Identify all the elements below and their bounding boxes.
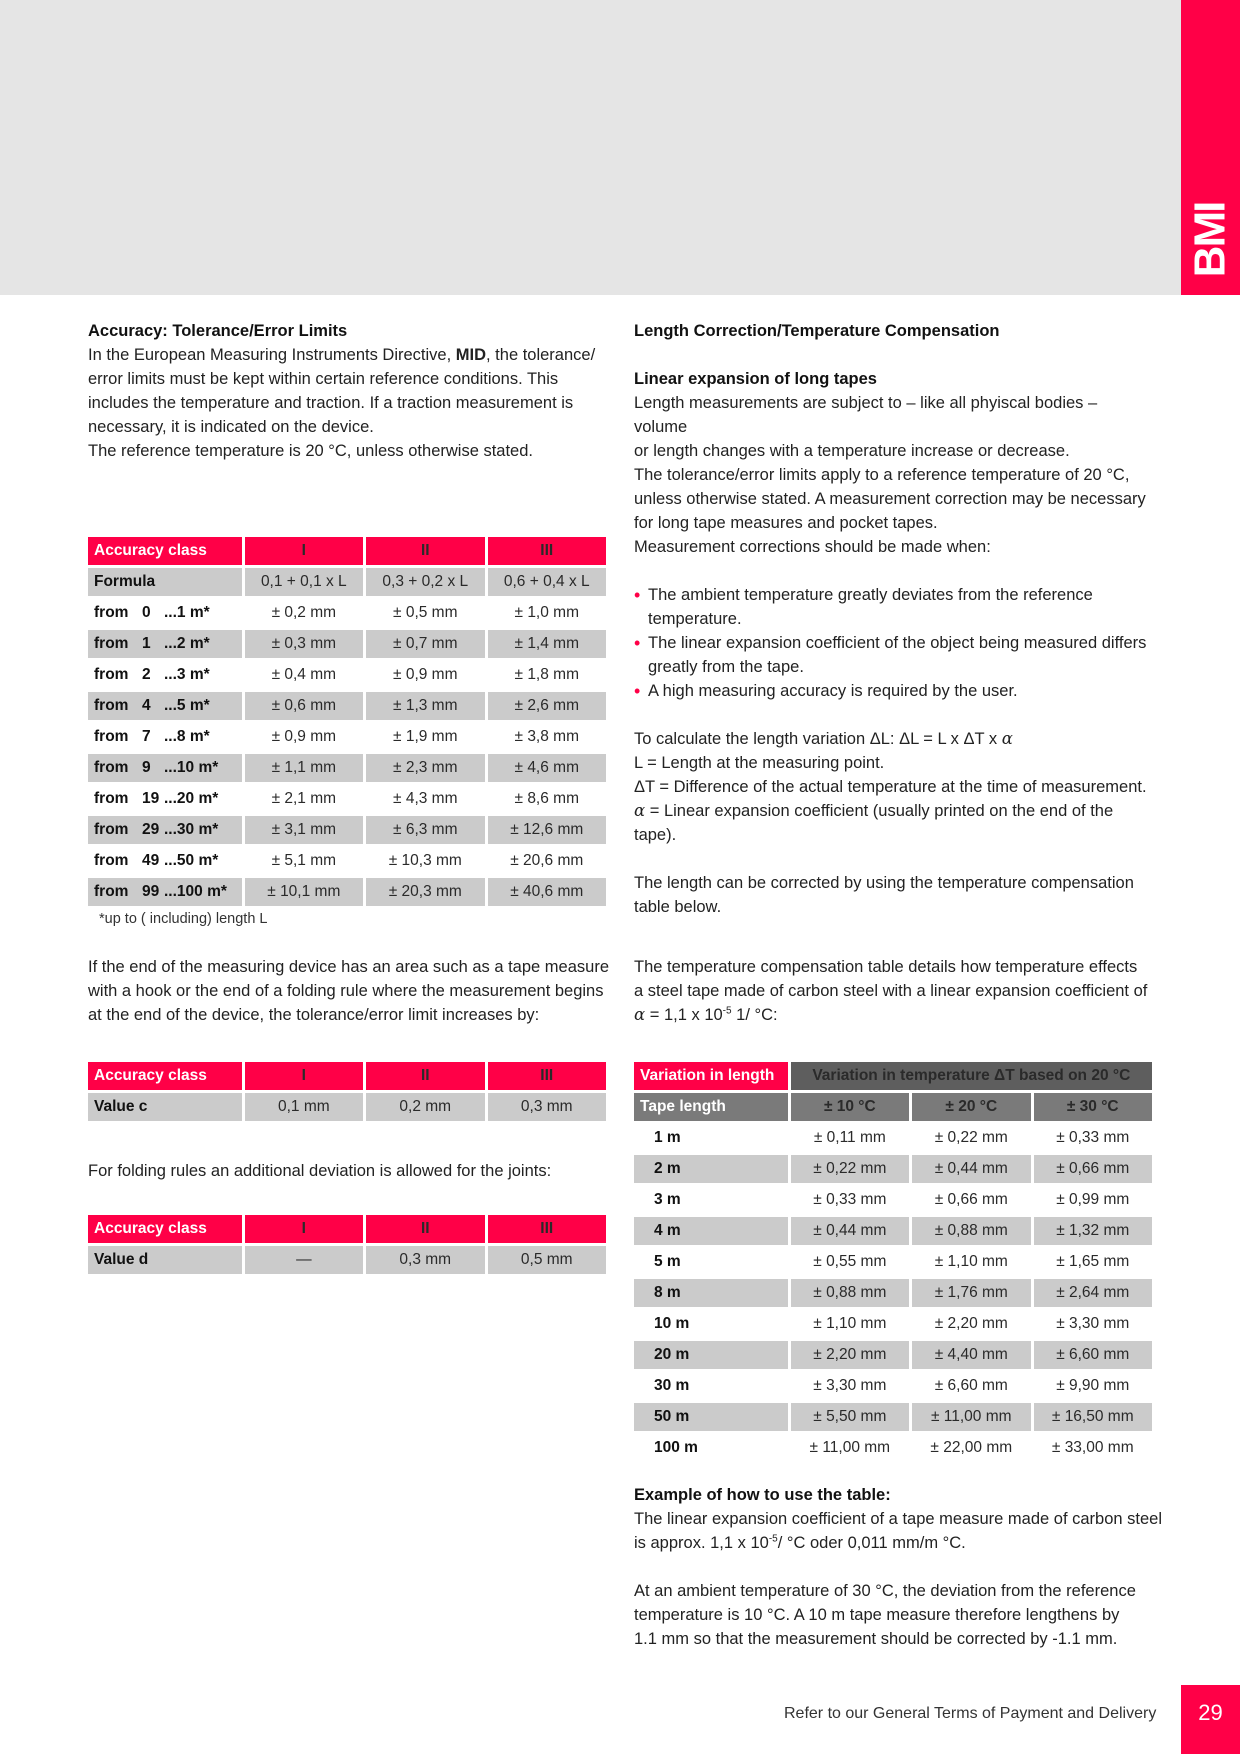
header-cell: Accuracy class [88, 1215, 242, 1243]
range-start: 49 [142, 852, 160, 869]
variation-cell: ± 0,33 mm [1034, 1124, 1153, 1152]
value-cell: 0,1 mm [245, 1093, 363, 1121]
range-end: ...20 m* [164, 790, 219, 807]
linear-expansion-heading: Linear expansion of long tapes [634, 370, 877, 388]
range-label [88, 878, 242, 906]
tape-length: 8 m [634, 1279, 788, 1307]
tolerance-cell: ± 4,3 mm [366, 785, 484, 813]
range-end: ...10 m* [164, 759, 219, 776]
variation-cell: ± 2,20 mm [791, 1341, 909, 1369]
range-label [88, 847, 242, 875]
para-line: The tolerance/error limits apply to a reference temperature of 20 °C, [634, 466, 1130, 484]
value-d-header [88, 1215, 606, 1243]
intro-line-2: error limits must be kept within certain reference conditions. This [88, 370, 559, 388]
accuracy-row [88, 723, 606, 751]
accuracy-row [88, 661, 606, 689]
tolerance-cell: ± 1,0 mm [488, 599, 607, 627]
hook-line-1: If the end of the measuring device has an area such as a tape measure [88, 958, 609, 976]
tape-length: 2 m [634, 1155, 788, 1183]
range-start: 4 [142, 697, 151, 714]
header-cell: I [245, 1215, 363, 1243]
from-word: from [94, 883, 129, 900]
footer-terms: Refer to our General Terms of Payment and Delivery [784, 1705, 1157, 1722]
variation-cell: ± 11,00 mm [791, 1434, 909, 1462]
range-label [88, 816, 242, 844]
accuracy-row [88, 754, 606, 782]
bullet-item [634, 679, 1154, 703]
range-end: ...30 m* [164, 821, 219, 838]
tolerance-cell: ± 2,1 mm [245, 785, 363, 813]
header-cell: III [488, 1215, 607, 1243]
intro-text: In the European Measuring Instruments Directive, [88, 346, 456, 364]
accuracy-row [88, 630, 606, 658]
value-cell: 0,2 mm [366, 1093, 484, 1121]
hook-line-2: with a hook or the end of a folding rule where the measurement begins [88, 982, 604, 1000]
from-word: from [94, 666, 129, 683]
page-number: 29 [1198, 1700, 1223, 1725]
subheader-cell: ± 10 °C [791, 1093, 909, 1121]
accuracy-row [88, 599, 606, 627]
range-start: 9 [142, 759, 151, 776]
variation-temp-header: Variation in temperature ΔT based on 20 °C [791, 1062, 1152, 1090]
para-line: or length changes with a temperature increase or decrease. [634, 442, 1070, 460]
range-start: 1 [142, 635, 151, 652]
temperature-table [631, 1059, 1155, 1465]
calc-line: L = Length at the measuring point. [634, 754, 885, 772]
tc-line: a steel tape made of carbon steel with a linear expansion coefficient of [634, 982, 1148, 1000]
variation-cell: ± 1,32 mm [1034, 1217, 1153, 1245]
from-word: from [94, 728, 129, 745]
accuracy-row [88, 878, 606, 906]
formula-cell: 0,3 + 0,2 x L [366, 568, 484, 596]
tolerance-cell: ± 1,8 mm [488, 661, 607, 689]
variation-cell: ± 0,66 mm [1034, 1155, 1153, 1183]
tolerance-cell: ± 5,1 mm [245, 847, 363, 875]
from-word: from [94, 852, 129, 869]
bullet-text: A high measuring accuracy is required by the user. [648, 682, 1018, 700]
spacer [634, 343, 1154, 367]
header-cell: III [488, 1062, 607, 1090]
intro-line-3: includes the temperature and traction. If a traction measurement is [88, 394, 574, 412]
header-cell: Accuracy class [88, 537, 242, 565]
temp-table-header [634, 1062, 1152, 1090]
tolerance-cell: ± 12,6 mm [488, 816, 607, 844]
from-word: from [94, 635, 129, 652]
value-cell: 0,5 mm [488, 1246, 607, 1274]
para-line: for long tape measures and pocket tapes. [634, 514, 938, 532]
bullet-item [634, 583, 1154, 631]
folding-line: For folding rules an additional deviation is allowed for the joints: [88, 1162, 552, 1180]
footnote: *up to ( including) length L [99, 911, 268, 927]
calc-line [634, 727, 1154, 751]
variation-cell: ± 6,60 mm [912, 1372, 1030, 1400]
value-cell: 0,3 mm [366, 1246, 484, 1274]
ex-line: 1.1 mm so that the measurement should be corrected by -1.1 mm. [634, 1630, 1118, 1648]
calc-text: = Linear expansion coefficient (usually printed on the end of the tape). [634, 802, 1114, 844]
calc-line: ΔT = Difference of the actual temperature at the time of measurement. [634, 778, 1147, 796]
corr-line: table below. [634, 898, 722, 916]
variation-cell: ± 0,88 mm [791, 1279, 909, 1307]
variation-cell: ± 2,64 mm [1034, 1279, 1153, 1307]
range-label [88, 754, 242, 782]
ex-text: is approx. 1,1 x 10 [634, 1534, 769, 1552]
variation-cell: ± 9,90 mm [1034, 1372, 1153, 1400]
length-correction-heading: Length Correction/Temperature Compensation [634, 322, 1000, 340]
temperature-row [634, 1310, 1152, 1338]
bullet-text: greatly from the tape. [648, 658, 804, 676]
bullet-text: The linear expansion coefficient of the object being measured differs [648, 634, 1147, 652]
tolerance-cell: ± 0,5 mm [366, 599, 484, 627]
tc-line [634, 1003, 1174, 1027]
variation-cell: ± 0,33 mm [791, 1186, 909, 1214]
value-d-label: Value d [88, 1246, 242, 1274]
para-line: Length measurements are subject to – like all phyiscal bodies – volume [634, 394, 1098, 436]
folding-text [88, 1159, 628, 1183]
spacer [634, 703, 1154, 727]
brand-logo-text: BMI [1185, 202, 1235, 278]
variation-cell: ± 0,22 mm [791, 1155, 909, 1183]
temperature-row [634, 1217, 1152, 1245]
tolerance-cell: ± 6,3 mm [366, 816, 484, 844]
value-c-row [88, 1093, 606, 1121]
bullet-text: The ambient temperature greatly deviates from the reference [648, 586, 1093, 604]
accuracy-row [88, 692, 606, 720]
tolerance-cell: ± 0,6 mm [245, 692, 363, 720]
tolerance-cell: ± 1,4 mm [488, 630, 607, 658]
temperature-row [634, 1124, 1152, 1152]
from-word: from [94, 759, 129, 776]
accuracy-row [88, 816, 606, 844]
temperature-row [634, 1372, 1152, 1400]
value-cell: — [245, 1246, 363, 1274]
temperature-row [634, 1186, 1152, 1214]
range-start: 2 [142, 666, 151, 683]
ex-text: / °C oder 0,011 mm/m °C. [777, 1534, 966, 1552]
tape-length: 30 m [634, 1372, 788, 1400]
tolerance-cell: ± 1,9 mm [366, 723, 484, 751]
brand-logo [1181, 190, 1240, 290]
tolerance-cell: ± 3,1 mm [245, 816, 363, 844]
variation-cell: ± 0,44 mm [791, 1217, 909, 1245]
alpha-symbol: α [634, 801, 646, 820]
range-start: 7 [142, 728, 151, 745]
accuracy-row [88, 847, 606, 875]
variation-cell: ± 22,00 mm [912, 1434, 1030, 1462]
variation-cell: ± 1,76 mm [912, 1279, 1030, 1307]
from-word: from [94, 697, 129, 714]
temperature-row [634, 1434, 1152, 1462]
range-label [88, 599, 242, 627]
tolerance-cell: ± 1,3 mm [366, 692, 484, 720]
header-cell: III [488, 537, 607, 565]
header-band [0, 0, 1181, 295]
temperature-row [634, 1279, 1152, 1307]
tolerance-cell: ± 0,9 mm [366, 661, 484, 689]
corr-line: The length can be corrected by using the temperature compensation [634, 874, 1134, 892]
range-label [88, 630, 242, 658]
tape-length: 4 m [634, 1217, 788, 1245]
range-end: ...50 m* [164, 852, 219, 869]
range-label [88, 723, 242, 751]
variation-cell: ± 16,50 mm [1034, 1403, 1153, 1431]
para-line: unless otherwise stated. A measurement correction may be necessary [634, 490, 1146, 508]
temp-table-subheader [634, 1093, 1152, 1121]
range-end: ...3 m* [164, 666, 210, 683]
tolerance-cell: ± 2,3 mm [366, 754, 484, 782]
subheader-cell: Tape length [634, 1093, 788, 1121]
from-word: from [94, 604, 129, 621]
tolerance-cell: ± 0,7 mm [366, 630, 484, 658]
value-c-label: Value c [88, 1093, 242, 1121]
value-c-header [88, 1062, 606, 1090]
tolerance-cell: ± 0,2 mm [245, 599, 363, 627]
header-cell: Accuracy class [88, 1062, 242, 1090]
hook-text [88, 955, 628, 1027]
accuracy-heading: Accuracy: Tolerance/Error Limits [88, 322, 348, 340]
tolerance-cell: ± 1,1 mm [245, 754, 363, 782]
temperature-row [634, 1341, 1152, 1369]
range-start: 99 [142, 883, 160, 900]
formula-cell: 0,1 + 0,1 x L [245, 568, 363, 596]
para-line: Measurement corrections should be made when: [634, 538, 991, 556]
variation-cell: ± 1,10 mm [791, 1310, 909, 1338]
range-label [88, 661, 242, 689]
ex-line [634, 1531, 1174, 1555]
bullet-item [634, 631, 1154, 679]
range-end: ...1 m* [164, 604, 210, 621]
accuracy-table-header [88, 537, 606, 565]
variation-cell: ± 0,66 mm [912, 1186, 1030, 1214]
example-section [634, 1483, 1174, 1651]
tolerance-cell: ± 2,6 mm [488, 692, 607, 720]
range-label [88, 692, 242, 720]
temp-comp-intro [634, 955, 1174, 1027]
tolerance-cell: ± 3,8 mm [488, 723, 607, 751]
variation-cell: ± 11,00 mm [912, 1403, 1030, 1431]
tolerance-cell: ± 10,1 mm [245, 878, 363, 906]
intro-mid: MID [455, 346, 487, 364]
exponent: -5 [722, 1005, 732, 1017]
subheader-cell: ± 30 °C [1034, 1093, 1153, 1121]
from-word: from [94, 790, 129, 807]
range-start: 0 [142, 604, 151, 621]
header-cell: II [366, 537, 484, 565]
tolerance-cell: ± 20,6 mm [488, 847, 607, 875]
variation-cell: ± 0,11 mm [791, 1124, 909, 1152]
value-cell: 0,3 mm [488, 1093, 607, 1121]
variation-cell: ± 0,44 mm [912, 1155, 1030, 1183]
tc-text: 1/ °C: [731, 1006, 778, 1024]
ex-line: At an ambient temperature of 30 °C, the deviation from the reference [634, 1582, 1136, 1600]
tape-length: 1 m [634, 1124, 788, 1152]
variation-cell: ± 3,30 mm [1034, 1310, 1153, 1338]
tolerance-cell: ± 0,9 mm [245, 723, 363, 751]
bullet-text: temperature. [648, 610, 742, 628]
variation-cell: ± 0,99 mm [1034, 1186, 1153, 1214]
tape-length: 5 m [634, 1248, 788, 1276]
ex-line: The linear expansion coefficient of a tape measure made of carbon steel [634, 1510, 1163, 1528]
variation-length-header: Variation in length [634, 1062, 788, 1090]
value-c-table [85, 1059, 609, 1124]
variation-cell: ± 5,50 mm [791, 1403, 909, 1431]
from-word: from [94, 821, 129, 838]
example-heading: Example of how to use the table: [634, 1486, 891, 1504]
range-label [88, 785, 242, 813]
intro-line-5: The reference temperature is 20 °C, unless otherwise stated. [88, 442, 533, 460]
spacer [634, 847, 1154, 871]
variation-cell: ± 0,55 mm [791, 1248, 909, 1276]
formula-label: Formula [88, 568, 242, 596]
formula-row [88, 568, 606, 596]
range-start: 29 [142, 821, 160, 838]
accuracy-table [85, 534, 609, 909]
tc-line: The temperature compensation table details how temperature effects [634, 958, 1138, 976]
variation-cell: ± 2,20 mm [912, 1310, 1030, 1338]
range-end: ...8 m* [164, 728, 210, 745]
range-start: 19 [142, 790, 160, 807]
temperature-row [634, 1403, 1152, 1431]
alpha-symbol: α [1001, 729, 1013, 748]
variation-cell: ± 0,22 mm [912, 1124, 1030, 1152]
subheader-cell: ± 20 °C [912, 1093, 1030, 1121]
tolerance-cell: ± 40,6 mm [488, 878, 607, 906]
calc-line [634, 799, 1154, 847]
exponent: -5 [768, 1533, 778, 1545]
ex-line: temperature is 10 °C. A 10 m tape measure therefore lengthens by [634, 1606, 1120, 1624]
temperature-row [634, 1155, 1152, 1183]
tape-length: 100 m [634, 1434, 788, 1462]
header-cell: II [366, 1215, 484, 1243]
tc-text: = 1,1 x 10 [645, 1006, 723, 1024]
value-d-table [85, 1212, 609, 1277]
formula-cell: 0,6 + 0,4 x L [488, 568, 607, 596]
header-cell: II [366, 1062, 484, 1090]
variation-cell: ± 1,10 mm [912, 1248, 1030, 1276]
variation-cell: ± 1,65 mm [1034, 1248, 1153, 1276]
tolerance-cell: ± 8,6 mm [488, 785, 607, 813]
bullet-list [634, 583, 1154, 703]
calc-text: To calculate the length variation ΔL: ΔL = L x ΔT x [634, 730, 1002, 748]
spacer [634, 1555, 1174, 1579]
variation-cell: ± 0,88 mm [912, 1217, 1030, 1245]
header-cell: I [245, 537, 363, 565]
variation-cell: ± 3,30 mm [791, 1372, 909, 1400]
range-end: ...2 m* [164, 635, 210, 652]
alpha-symbol: α [634, 1005, 646, 1024]
variation-cell: ± 4,40 mm [912, 1341, 1030, 1369]
length-correction-section [634, 319, 1154, 919]
tolerance-cell: ± 0,4 mm [245, 661, 363, 689]
temperature-row [634, 1248, 1152, 1276]
range-end: ...100 m* [164, 883, 227, 900]
tolerance-cell: ± 20,3 mm [366, 878, 484, 906]
variation-cell: ± 6,60 mm [1034, 1341, 1153, 1369]
tape-length: 20 m [634, 1341, 788, 1369]
intro-line-4: necessary, it is indicated on the device. [88, 418, 374, 436]
intro-line-1 [88, 343, 608, 367]
intro-text-2: , the tolerance/ [486, 346, 596, 364]
header-cell: I [245, 1062, 363, 1090]
value-d-row [88, 1246, 606, 1274]
range-end: ...5 m* [164, 697, 210, 714]
accuracy-intro [88, 319, 608, 463]
accuracy-row [88, 785, 606, 813]
tape-length: 50 m [634, 1403, 788, 1431]
tolerance-cell: ± 0,3 mm [245, 630, 363, 658]
hook-line-3: at the end of the device, the tolerance/error limit increases by: [88, 1006, 540, 1024]
tolerance-cell: ± 4,6 mm [488, 754, 607, 782]
tape-length: 10 m [634, 1310, 788, 1338]
spacer [634, 559, 1154, 583]
tolerance-cell: ± 10,3 mm [366, 847, 484, 875]
tape-length: 3 m [634, 1186, 788, 1214]
variation-cell: ± 33,00 mm [1034, 1434, 1153, 1462]
